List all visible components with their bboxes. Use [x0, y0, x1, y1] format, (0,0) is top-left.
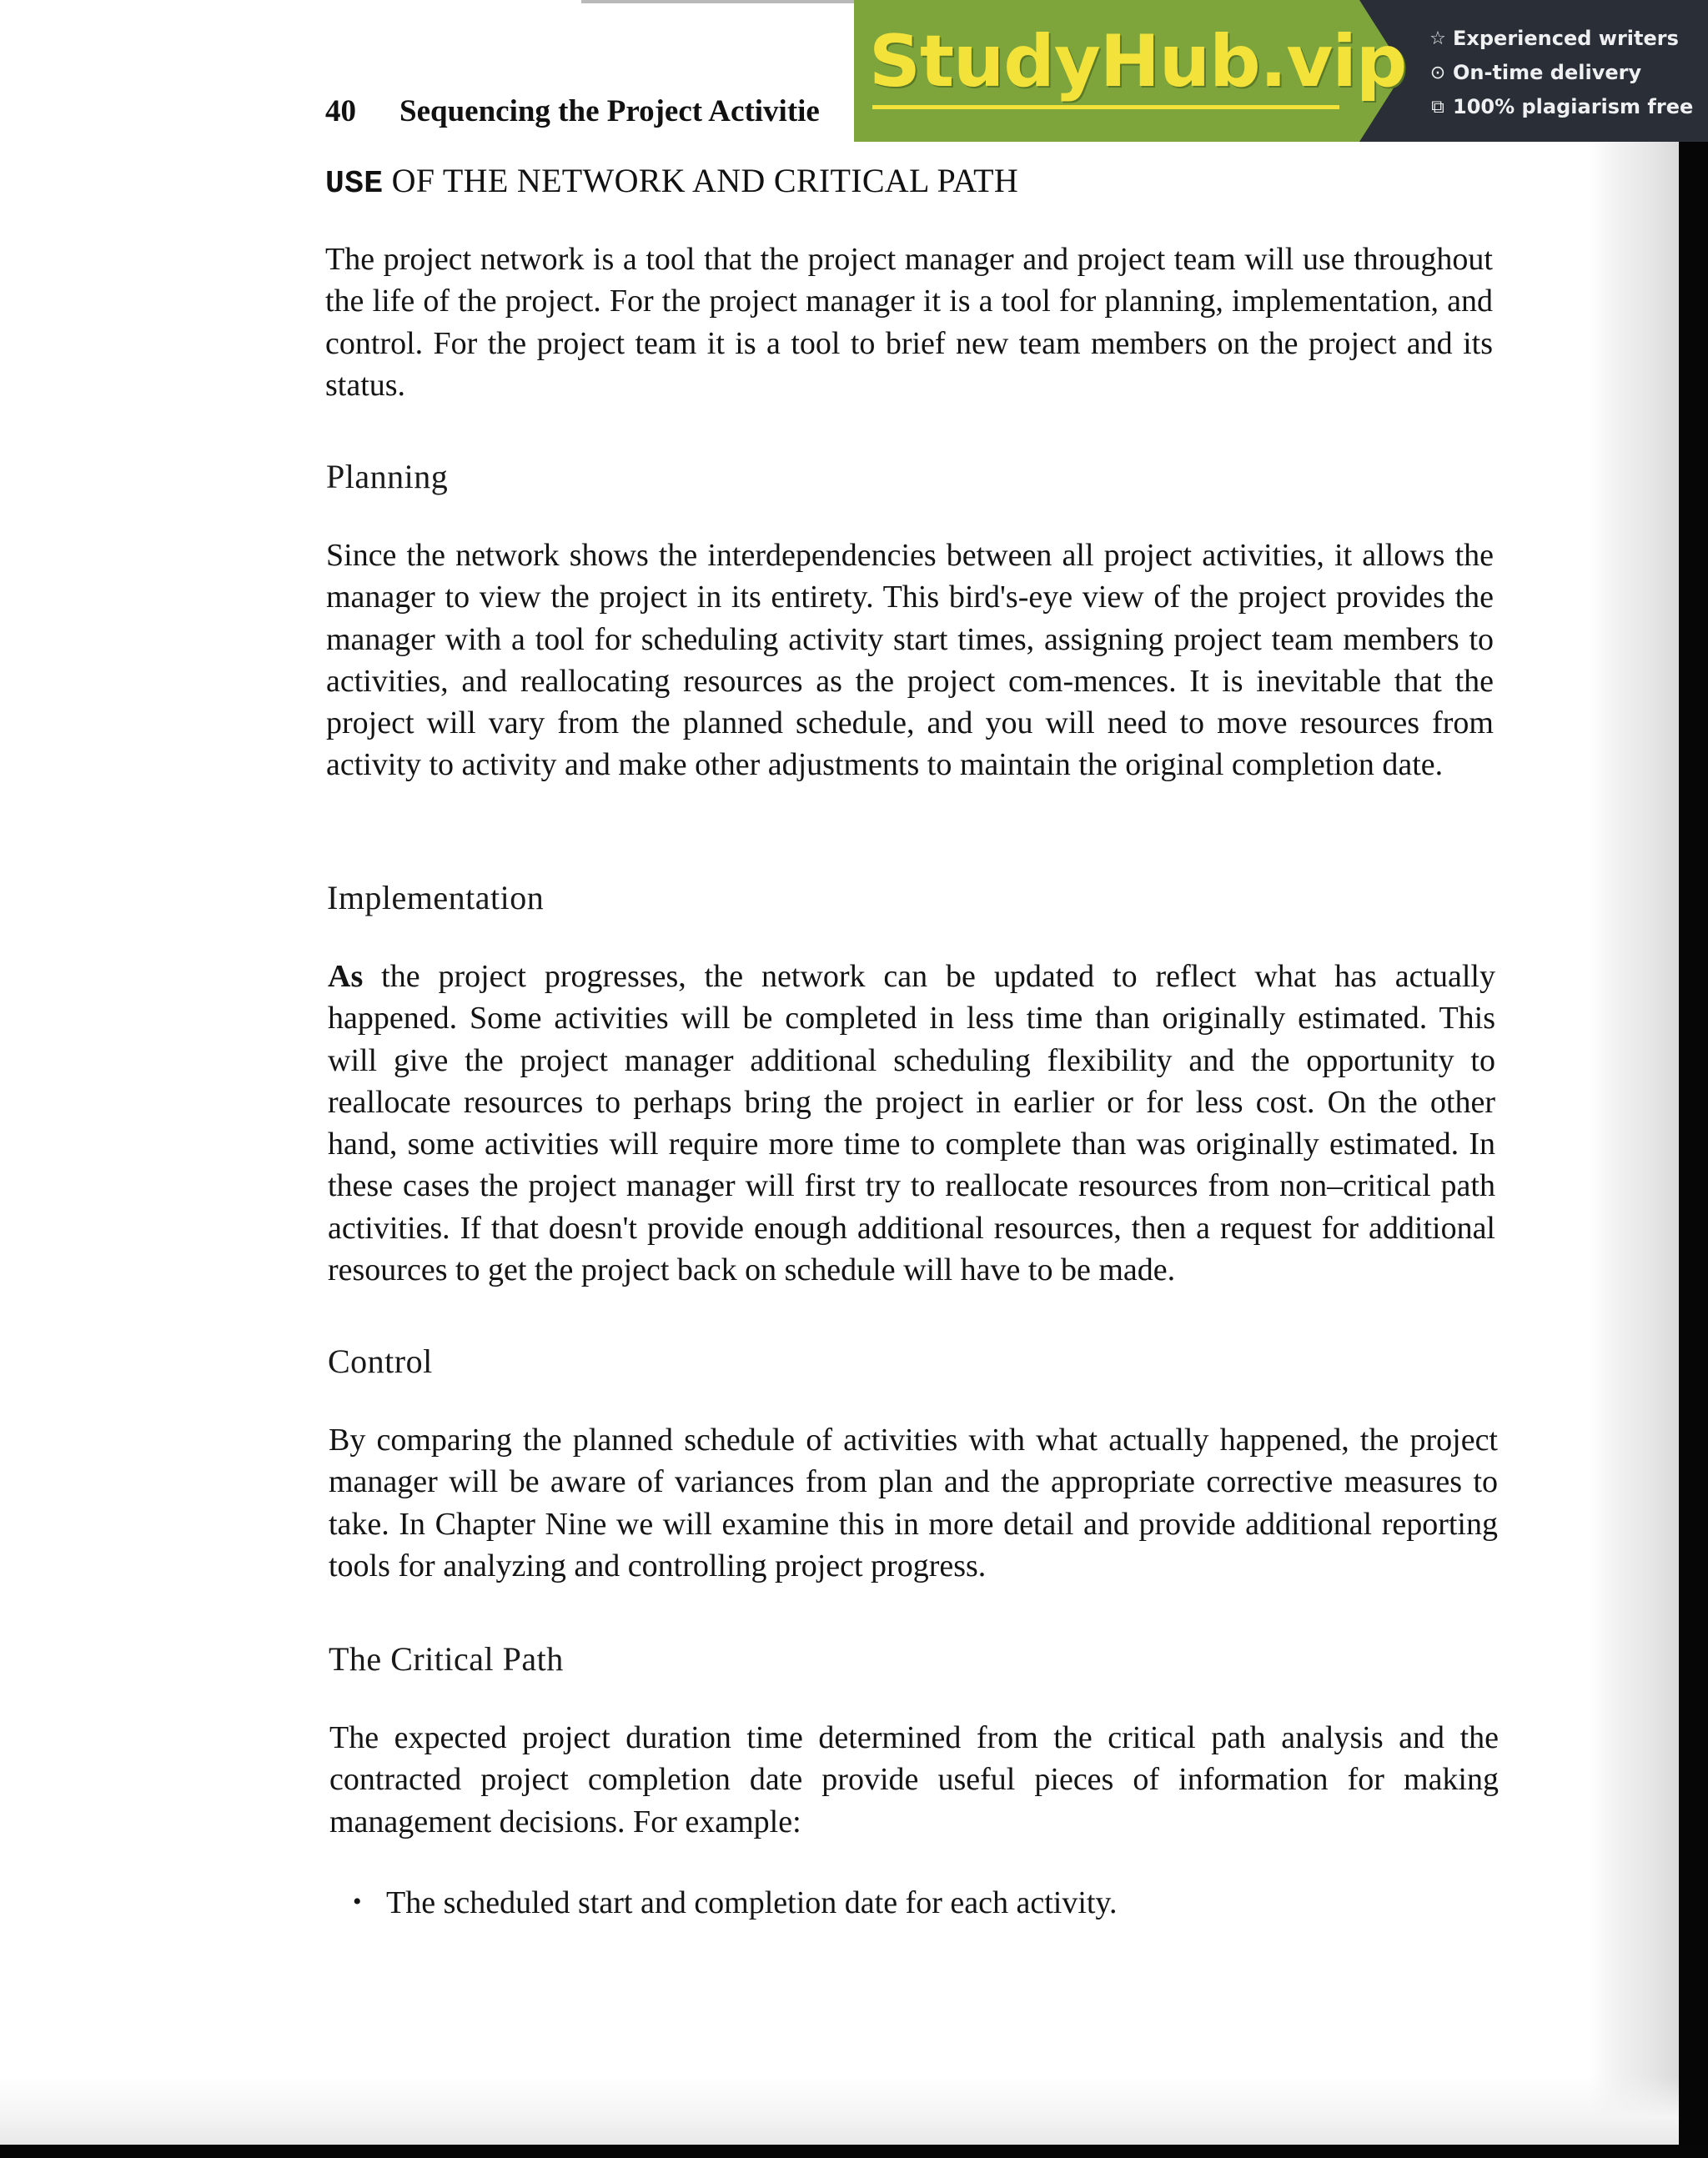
implementation-text: the project progresses, the network can be updated to reflect what has actually happened. Some activities will be completed in less time than originally estimated. This will give the project manager additional scheduling flexibility and the opportunity to reallocate resources to perhaps bring the project in earlier or for less cost. On the other hand, some activities will require more time to complete than was originally estimated. In these cases the project manager will first try to reallocate resources from non–critical path activities. If that doesn't provide enough additional resources, then a request for additional resources to get the project back on schedule will have to be made. — [328, 959, 1495, 1288]
planning-heading: Planning — [326, 458, 449, 495]
feature-label: 100% plagiarism free — [1453, 95, 1694, 118]
feature-plagiarism-free — [1428, 90, 1693, 124]
scan-bottom-edge — [0, 2145, 1708, 2158]
intro-paragraph: The project network is a tool that the project manager and project team will use throughout the life of the project. For the project manager it is a tool for planning, implementation, and control. For the project team it is a tool to brief new team members on the project and its status. — [325, 242, 1493, 403]
heading-rest: OF THE NETWORK AND CRITICAL PATH — [383, 162, 1019, 199]
implementation-lead: As — [328, 959, 364, 994]
feature-label: Experienced writers — [1453, 27, 1679, 50]
heading-lead: USE — [325, 166, 384, 202]
clock-icon: ⊙ — [1429, 63, 1446, 83]
copy-icon: ⧉ — [1431, 97, 1444, 118]
critical-path-heading: The Critical Path — [329, 1640, 564, 1678]
implementation-paragraph — [328, 956, 1495, 1291]
scan-top-artifact — [581, 0, 857, 3]
implementation-heading: Implementation — [327, 879, 545, 916]
planning-paragraph: Since the network shows the interdependencies between all project activities, it allows the manager to view the project in its entirety. This bird's-eye view of the project provides the manager with a tool for scheduling activity start times, assigning project team members to activities, and reallocating resources as the project com-mences. It is inevitable that the project will vary from the planned schedule, and you will need to move resources from activity to activity and make other adjustments to maintain the original completion date. — [326, 538, 1494, 783]
control-heading: Control — [328, 1342, 433, 1380]
scan-bottom-shadow — [0, 2076, 1679, 2145]
control-paragraph: By comparing the planned schedule of activities with what actually happened, the project manager will be aware of variances from plan and the appropriate corrective measures to take. In Chapter Nine we will examine this in more detail and provide additional reporting tools for analyzing and controlling project progress. — [329, 1423, 1498, 1583]
feature-on-time-delivery — [1428, 56, 1693, 90]
logo-underline — [872, 105, 1339, 109]
critical-path-paragraph: The expected project duration time determined from the critical path analysis and the contracted project completion date provide useful pieces of information for making management decisions. For example: — [329, 1720, 1499, 1839]
list-item — [353, 1884, 1117, 1921]
banner-features — [1428, 22, 1693, 124]
studyhub-banner[interactable] — [854, 0, 1708, 142]
bullet-icon: • — [353, 1888, 362, 1915]
feature-experienced-writers — [1428, 22, 1693, 56]
running-title: Sequencing the Project Activitie — [399, 94, 820, 128]
bullet-text: The scheduled start and completion date for each activity. — [386, 1885, 1118, 1920]
section-heading — [325, 161, 1018, 202]
scan-right-edge — [1679, 142, 1708, 2158]
studyhub-logo[interactable]: StudyHub.vip — [869, 20, 1407, 103]
scan-right-shadow — [1589, 125, 1679, 2135]
running-head — [325, 93, 820, 129]
feature-label: On-time delivery — [1453, 61, 1642, 84]
page-number: 40 — [325, 94, 356, 128]
star-icon: ☆ — [1429, 28, 1446, 49]
